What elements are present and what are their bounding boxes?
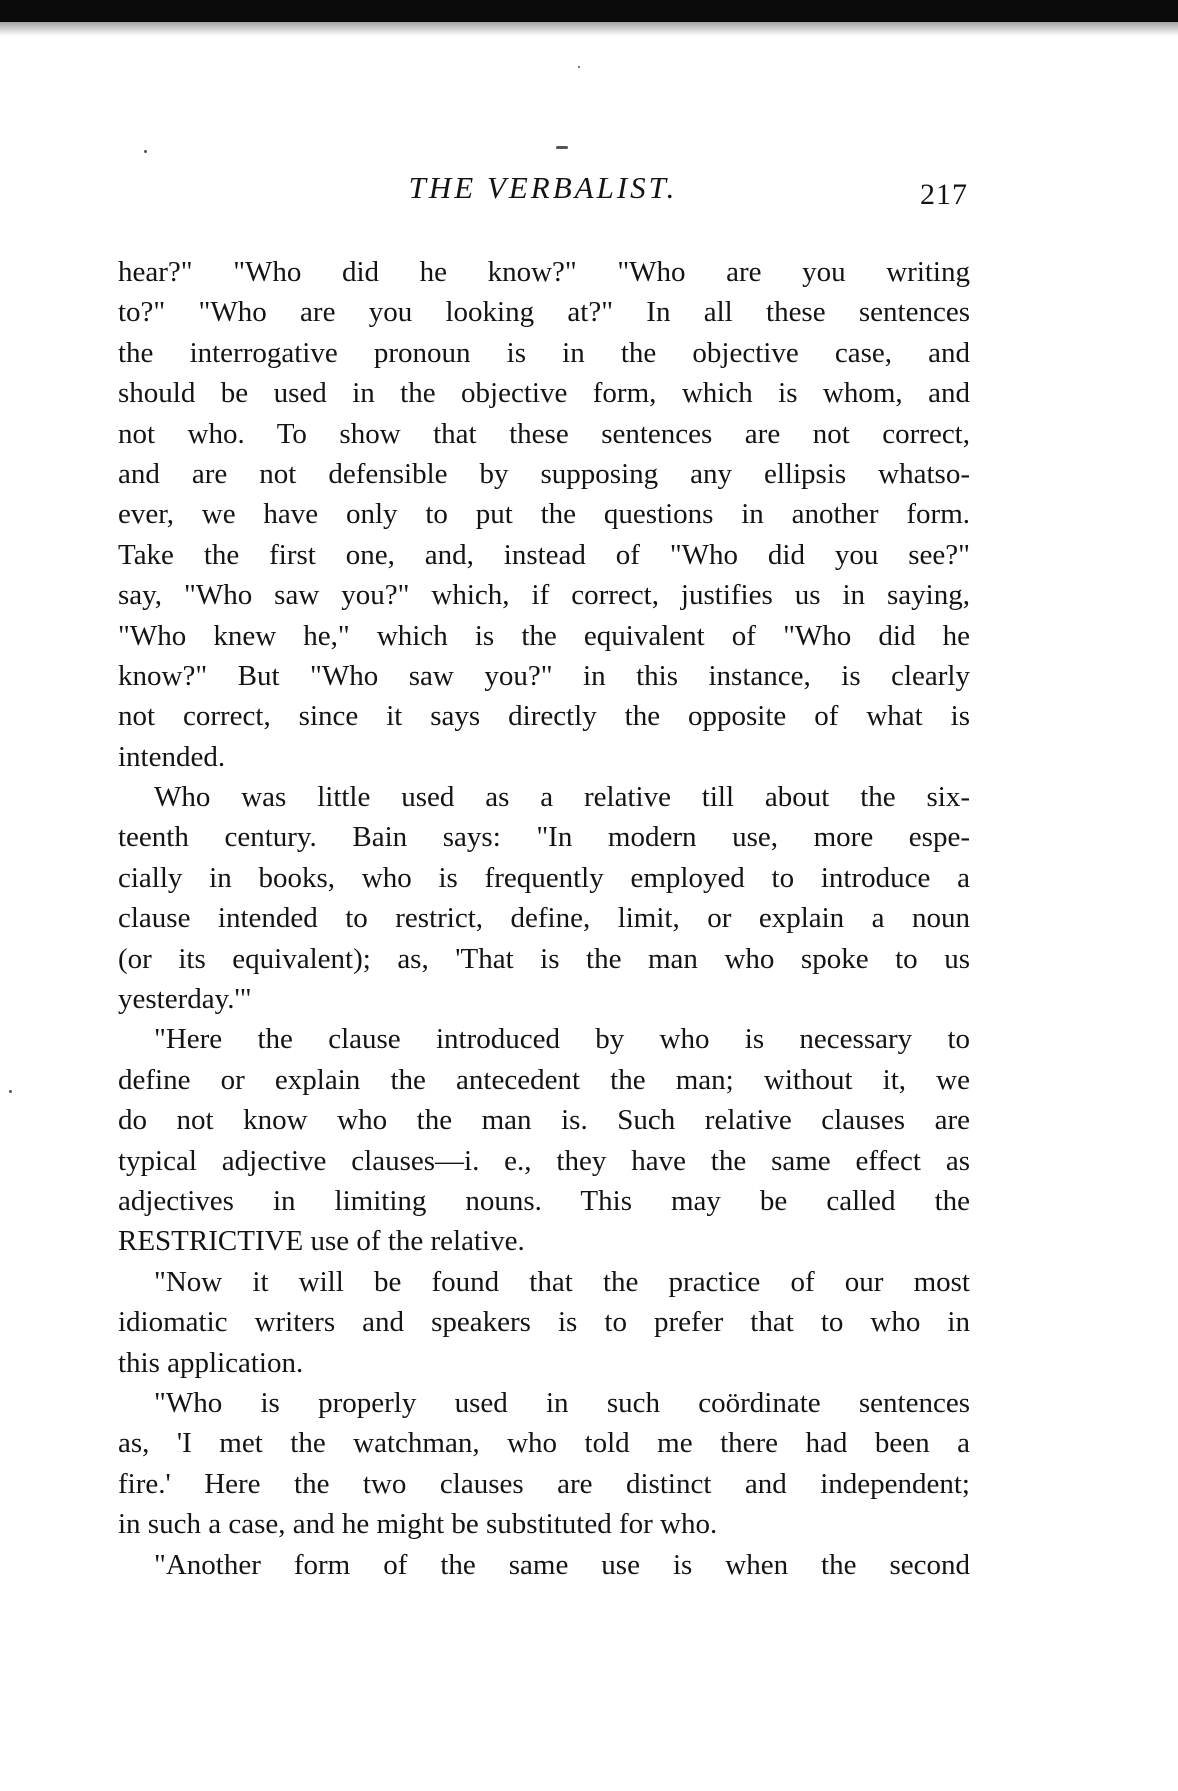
text-line: in such a case, and he might be substituted for who. <box>118 1508 718 1541</box>
text-line: "Another form of the same use is when the second <box>154 1548 970 1581</box>
text-line: (or its equivalent); as, 'That is the man who spoke to us <box>118 942 970 975</box>
scan-speck <box>578 66 580 68</box>
text-line: should be used in the objective form, which is whom, and <box>118 377 970 410</box>
text-line: this application. <box>118 1346 304 1379</box>
text-line: intended. <box>118 740 226 773</box>
text-line: "Who is properly used in such coördinate sentences <box>154 1386 970 1419</box>
text-line: "Who knew he," which is the equivalent of "Who did he <box>118 619 970 652</box>
text-line: cially in books, who is frequently employed to introduce a <box>118 861 970 894</box>
text-line: yesterday.'" <box>118 983 252 1016</box>
text-line: Who was little used as a relative till about the six- <box>154 781 970 814</box>
text-line: teenth century. Bain says: "In modern use, more espe- <box>118 821 970 854</box>
text-line: not who. To show that these sentences are not correct, <box>118 417 970 450</box>
text-line: as, 'I met the watchman, who told me there had been a <box>118 1427 970 1460</box>
text-line: say, "Who saw you?" which, if correct, justifies us in saying, <box>118 579 970 612</box>
body-text <box>118 252 970 1585</box>
text-line: typical adjective clauses—i. e., they have the same effect as <box>118 1144 970 1177</box>
text-line: RESTRICTIVE use of the relative. <box>118 1225 525 1258</box>
text-line: idiomatic writers and speakers is to prefer that to who in <box>118 1306 970 1339</box>
text-line: Take the first one, and, instead of "Who did you see?" <box>118 538 970 571</box>
text-line: and are not defensible by supposing any ellipsis whatso- <box>118 457 970 490</box>
scan-speck <box>144 150 147 153</box>
text-line: ever, we have only to put the questions in another form. <box>118 498 970 531</box>
scan-speck <box>9 1090 12 1093</box>
text-line: clause intended to restrict, define, limit, or explain a noun <box>118 902 970 935</box>
text-line: to?" "Who are you looking at?" In all these sentences <box>118 296 970 329</box>
text-line: "Now it will be found that the practice of our most <box>154 1265 970 1298</box>
page-title: THE VERBALIST. <box>408 170 678 205</box>
text-line: not correct, since it says directly the opposite of what is <box>118 700 970 733</box>
text-line: hear?" "Who did he know?" "Who are you writing <box>118 256 970 288</box>
text-line: know?" But "Who saw you?" in this instance, is clearly <box>118 659 970 692</box>
page-number: 217 <box>920 178 968 211</box>
scan-top-border <box>0 0 1178 22</box>
text-line: adjectives in limiting nouns. This may be called the <box>118 1184 970 1217</box>
scan-speck <box>556 146 568 149</box>
text-line: the interrogative pronoun is in the objective case, and <box>118 336 970 369</box>
text-line: fire.' Here the two clauses are distinct and independent; <box>118 1467 970 1500</box>
text-line: "Here the clause introduced by who is necessary to <box>154 1023 970 1056</box>
text-line: define or explain the antecedent the man; without it, we <box>118 1063 970 1096</box>
scan-top-shadow <box>0 22 1178 36</box>
running-head <box>118 170 968 220</box>
text-line: do not know who the man is. Such relative clauses are <box>118 1104 970 1137</box>
